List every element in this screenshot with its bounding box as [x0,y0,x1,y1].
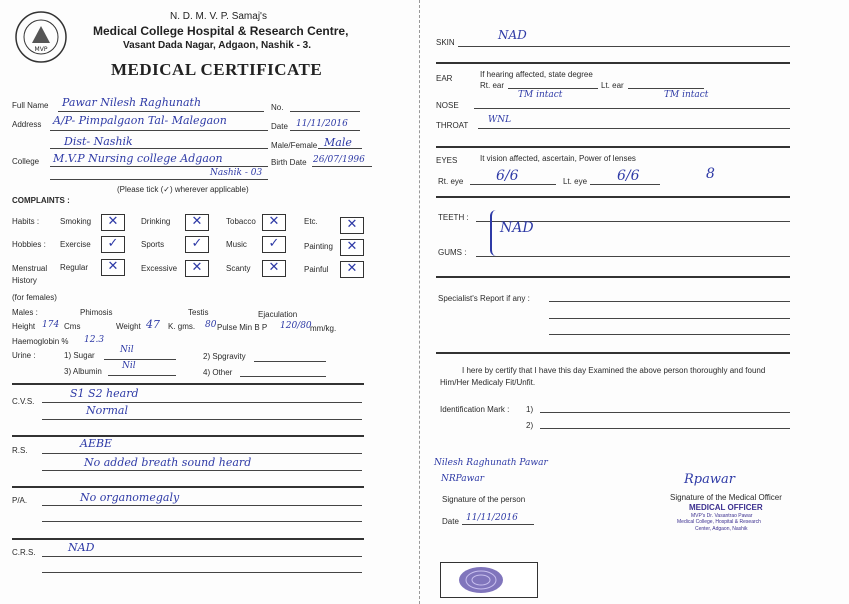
person-signature: NRPawar [441,474,485,484]
bp-value: 120/80 [280,321,312,331]
etc-checkbox[interactable]: ✕ [340,217,364,234]
identification-1: 1) [526,405,534,414]
throat-label: THROAT [436,121,469,130]
ejaculation-label: Ejaculation [258,310,298,319]
scanty-label: Scanty [226,264,251,273]
lt-eye-label: Lt. eye [563,177,588,186]
certification-line1: I here by certify that I have this day Examined the above person thoroughly and found [462,366,766,375]
college-line2: Nashik - 03 [210,168,263,178]
exercise-label: Exercise [60,240,91,249]
throat-value: WNL [488,115,512,125]
logo-text: MVP [34,46,48,53]
eye-extra-value: 8 [706,166,715,182]
tick-instruction: (Please tick (✓) wherever applicable) [117,185,249,194]
regular-label: Regular [60,263,89,272]
scanty-checkbox[interactable]: ✕ [262,260,286,277]
sugar-label: 1) Sugar [64,351,95,360]
rs-label: R.S. [12,446,28,455]
page-fold [419,0,420,604]
society-name: N. D. M. V. P. Samaj's [170,11,267,22]
pulse-value: 80 [205,320,217,330]
no-label: No. [271,103,284,112]
sign-date-label: Date [442,517,459,526]
rt-eye-label: Rt. eye [438,177,464,186]
eyes-note: It vision affected, ascertain, Power of lenses [480,154,636,163]
testis-label: Testis [188,308,209,317]
date-label: Date [271,122,288,131]
stamp-line2: Medical College, Hospital & Research [677,519,761,525]
stamp-line1: MVP's Dr. Vasantrao Pawar [691,513,753,519]
cms-label: Cms [64,322,81,331]
sign-date-value: 11/11/2016 [466,513,518,523]
albumin-value: Nil [122,361,136,371]
tobacco-checkbox[interactable]: ✕ [262,214,286,231]
painting-checkbox[interactable]: ✕ [340,239,364,256]
cvs-line2: Normal [86,404,129,417]
mmkg-label: mm/kg. [310,324,337,333]
albumin-label: 3) Albumin [64,367,102,376]
weight-value: 47 [146,318,160,331]
gums-label: GUMS : [438,248,467,257]
college-label: College [12,157,40,166]
thumbprint-box [440,562,538,598]
teeth-gums-value: NAD [500,220,534,236]
sports-label: Sports [141,240,165,249]
pa-line1: No organomegaly [80,491,180,504]
history-label: History [12,276,37,285]
specialist-label: Specialist's Report if any : [438,294,530,303]
music-checkbox[interactable]: ✓ [262,236,286,253]
height-value: 174 [42,320,60,330]
painful-checkbox[interactable]: ✕ [340,261,364,278]
height-label: Height [12,322,36,331]
identification-label: Identification Mark : [440,405,510,414]
exercise-checkbox[interactable]: ✓ [101,236,125,253]
painful-label: Painful [304,265,329,274]
eyes-label: EYES [436,156,458,165]
males-label: Males : [12,308,38,317]
gender-label: Male/Female [271,141,318,150]
menstrual-label: Menstrual [12,264,48,273]
weight-label: Weight [116,322,141,331]
spgravity-label: 2) Spgravity [203,352,246,361]
college-line1: M.V.P Nursing college Adgaon [53,152,223,165]
tobacco-label: Tobacco [226,217,256,226]
crs-label: C.R.S. [12,548,36,557]
person-name-handwritten: Nilesh Raghunath Pawar [434,458,548,468]
full-name-label: Full Name [12,101,49,110]
address-line1: A/P- Pimpalgaon Tal- Malegaon [53,114,227,127]
complaints-heading: COMPLAINTS : [12,196,70,205]
excessive-label: Excessive [141,264,178,273]
birth-date-value: 26/07/1996 [313,155,365,165]
stamp-line3: Center, Adgaon, Nashik [695,526,748,532]
smoking-label: Smoking [60,217,92,226]
stamp-title: MEDICAL OFFICER [689,503,763,512]
identification-2: 2) [526,421,534,430]
rt-eye-value: 6/6 [496,168,519,184]
thumbprint-icon [441,563,537,597]
lt-ear-label: Lt. ear [601,81,624,90]
teeth-label: TEETH : [438,213,469,222]
hospital-name: Medical College Hospital & Research Centre, [93,24,349,38]
skin-label: SKIN [436,38,455,47]
crs-line1: NAD [68,541,95,554]
regular-checkbox[interactable]: ✕ [101,259,125,276]
other-label: 4) Other [203,368,233,377]
drinking-checkbox[interactable]: ✕ [185,214,209,231]
address-line2: Dist- Nashik [64,135,133,148]
cvs-line1: S1 S2 heard [70,387,139,400]
hospital-address: Vasant Dada Nagar, Adgaon, Nashik - 3. [123,40,312,51]
page-title: MEDICAL CERTIFICATE [111,60,323,79]
painting-label: Painting [304,242,333,251]
phimosis-label: Phimosis [80,308,113,317]
lt-eye-value: 6/6 [617,168,640,184]
hobbies-label: Hobbies : [12,240,46,249]
address-label: Address [12,120,42,129]
pulse-label: Pulse Min B P [217,323,268,332]
haemoglobin-value: 12.3 [84,335,105,345]
habits-label: Habits : [12,217,40,226]
full-name-value: Pawar Nilesh Raghunath [62,96,202,109]
urine-label: Urine : [12,351,36,360]
rs-line1: AEBE [80,437,113,450]
ear-label: EAR [436,74,453,83]
officer-signature: Rpawar [684,472,735,487]
logo [14,10,68,64]
ear-note: If hearing affected, state degree [480,70,593,79]
haemoglobin-label: Haemoglobin % [12,337,69,346]
skin-value: NAD [498,28,527,42]
nose-label: NOSE [436,101,459,110]
pa-label: P/A. [12,496,28,505]
gender-value: Male [324,136,352,149]
certification-line2: Him/Her Medicaly Fit/Unfit. [440,378,536,387]
excessive-checkbox[interactable]: ✕ [185,260,209,277]
kgms-label: K. gms. [168,322,196,331]
rs-line2: No added breath sound heard [84,456,252,469]
ear-lt-value: TM intact [664,90,709,100]
females-label: (for females) [12,293,57,302]
etc-label: Etc. [304,217,318,226]
signature-person-label: Signature of the person [442,495,526,504]
birth-date-label: Birth Date [271,158,307,167]
signature-officer-label: Signature of the Medical Officer [670,493,782,502]
drinking-label: Drinking [141,217,171,226]
smoking-checkbox[interactable]: ✕ [101,214,125,231]
cvs-label: C.V.S. [12,397,35,406]
sugar-value: Nil [120,345,134,355]
brace-mark [490,210,502,256]
ear-rt-value: TM intact [518,90,563,100]
sports-checkbox[interactable]: ✓ [185,236,209,253]
date-value: 11/11/2016 [296,119,348,129]
music-label: Music [226,240,247,249]
rt-ear-label: Rt. ear [480,81,505,90]
